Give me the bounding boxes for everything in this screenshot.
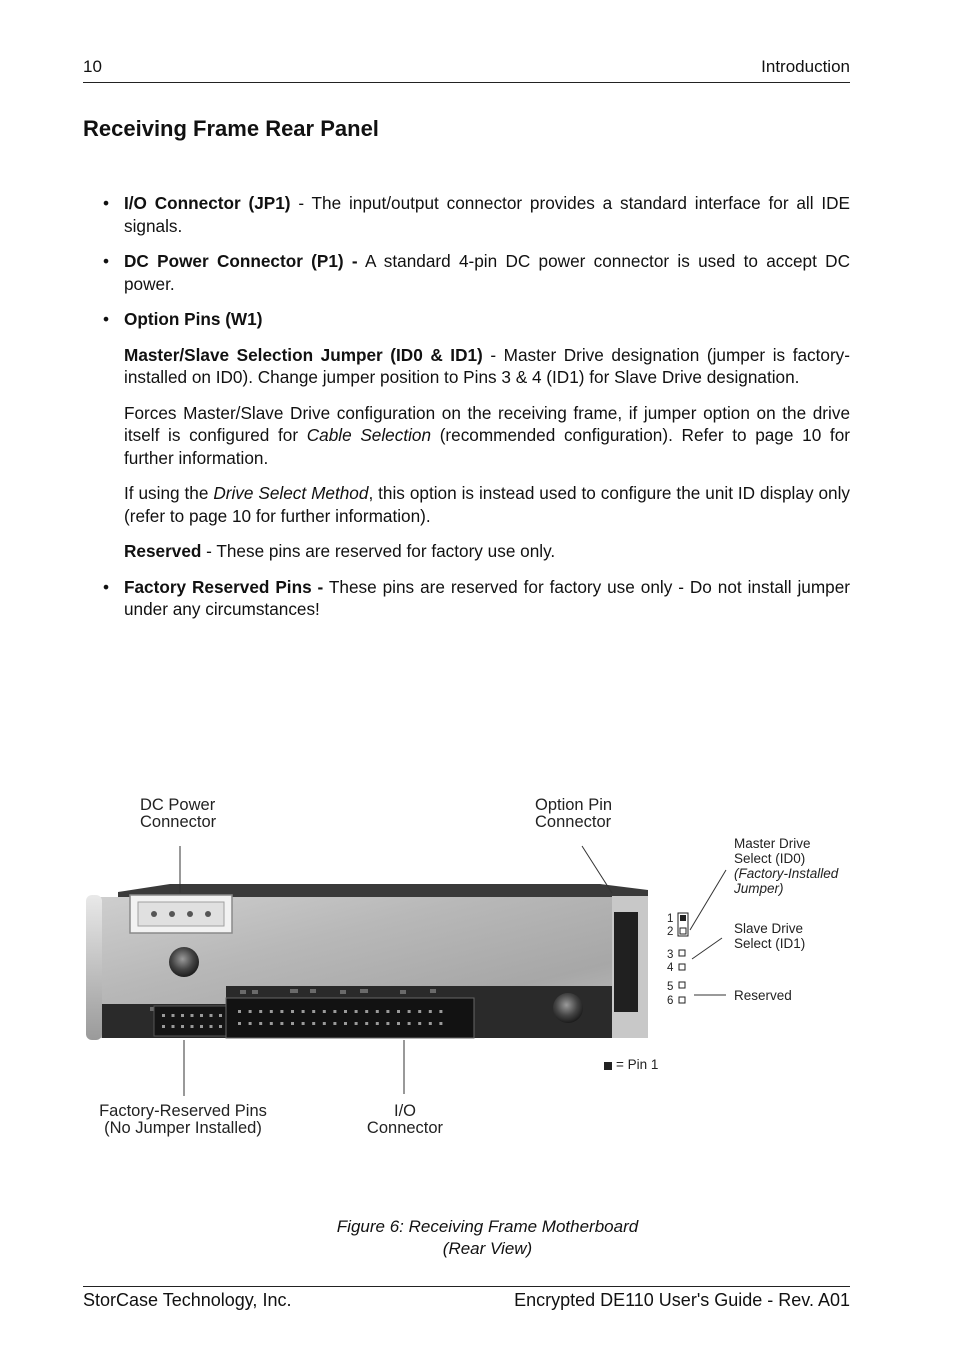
page-number: 10 [83, 57, 102, 76]
label-line: DC Power [140, 796, 216, 814]
text: (recommended configuration). Refer to page 10 for further information. [124, 425, 850, 468]
factory-reserved-pins [154, 1006, 230, 1036]
caption-line: Figure 6: Receiving Frame Motherboard [336, 1217, 639, 1236]
bullet: • [103, 193, 110, 213]
label-line: Select (ID1) [734, 936, 806, 951]
footer-rule [83, 1286, 850, 1287]
io-connector [226, 998, 474, 1038]
item-term: DC Power Connector (P1) - [124, 251, 358, 271]
pin-4-square [679, 964, 685, 970]
pin-number: 3 [667, 949, 674, 961]
pin-6-square [679, 997, 685, 1003]
label-line: (No Jumper Installed) [104, 1119, 262, 1137]
label-line: Slave Drive [734, 921, 804, 936]
item-term: I/O Connector (JP1) [124, 193, 291, 213]
figure-caption [0, 1216, 954, 1260]
label-note: (Factory-Installed [734, 866, 839, 881]
reserved-label: Reserved [734, 988, 792, 1003]
bullet: • [103, 251, 110, 271]
label-line: Master Drive [734, 836, 811, 851]
screw-right [553, 993, 583, 1023]
bullet: • [103, 576, 110, 597]
option-pin-header [614, 912, 638, 1012]
text: , this option is instead used to configure the unit ID display only (refer to page 10 for further information). [124, 483, 851, 526]
emphasis: Cable Selection [306, 425, 432, 445]
screw-left [169, 947, 199, 977]
text: If using the [124, 483, 214, 503]
page-title: Receiving Frame Rear Panel [83, 116, 379, 141]
pin1-legend: = Pin 1 [616, 1057, 659, 1072]
label-line: Factory-Reserved Pins [99, 1102, 267, 1120]
text: - These pins are reserved for factory use only. [201, 541, 556, 561]
pin-1-square [680, 915, 686, 921]
section-name: Introduction [761, 57, 850, 76]
pin-number: 5 [667, 981, 674, 993]
item-term: Option Pins (W1) [124, 309, 263, 329]
pin-number: 2 [667, 926, 674, 938]
label-line: Select (ID0) [734, 851, 806, 866]
chassis-left-rim [86, 895, 102, 1040]
item-term: Factory Reserved Pins - [124, 576, 324, 597]
item-description: A standard 4-pin DC power connector is used to accept DC power. [124, 251, 850, 294]
text: - Master Drive designation (jumper is factory-installed on ID0). Change jumper position to Pins 3 & 4 (ID1) for Slave Drive designation. [124, 344, 850, 387]
label-line: Connector [140, 813, 217, 831]
pin-number: 4 [667, 962, 674, 974]
pin-5-square [679, 982, 685, 988]
pin1-legend-square [604, 1062, 612, 1070]
pin-number: 6 [667, 995, 674, 1007]
dc-power-socket [138, 902, 224, 926]
pin-3-square [679, 950, 685, 956]
item-description: - The input/output connector provides a standard interface for all IDE signals. [124, 193, 851, 236]
caption-line: (Rear View) [442, 1239, 533, 1258]
label-line: Connector [366, 1119, 444, 1137]
bullet: • [103, 309, 110, 329]
term: Reserved [124, 541, 202, 561]
label-line: I/O [393, 1102, 416, 1120]
footer-document: Encrypted DE110 User's Guide - Rev. A01 [514, 1290, 850, 1310]
label-line: Option Pin [535, 796, 613, 814]
label-line: Connector [535, 813, 612, 831]
pin-2-square [680, 928, 686, 934]
footer-company: StorCase Technology, Inc. [83, 1290, 292, 1310]
text: Forces Master/Slave Drive configuration on the receiving frame, if jumper option on the drive itself is configured for [124, 402, 850, 445]
term: Master/Slave Selection Jumper (ID0 & ID1) [124, 344, 483, 365]
emphasis: Drive Select Method [213, 483, 369, 503]
pin-number: 1 [667, 913, 674, 925]
item-description: These pins are reserved for factory use only - Do not install jumper under any circumstances! [124, 576, 850, 619]
label-note: Jumper) [734, 881, 784, 896]
